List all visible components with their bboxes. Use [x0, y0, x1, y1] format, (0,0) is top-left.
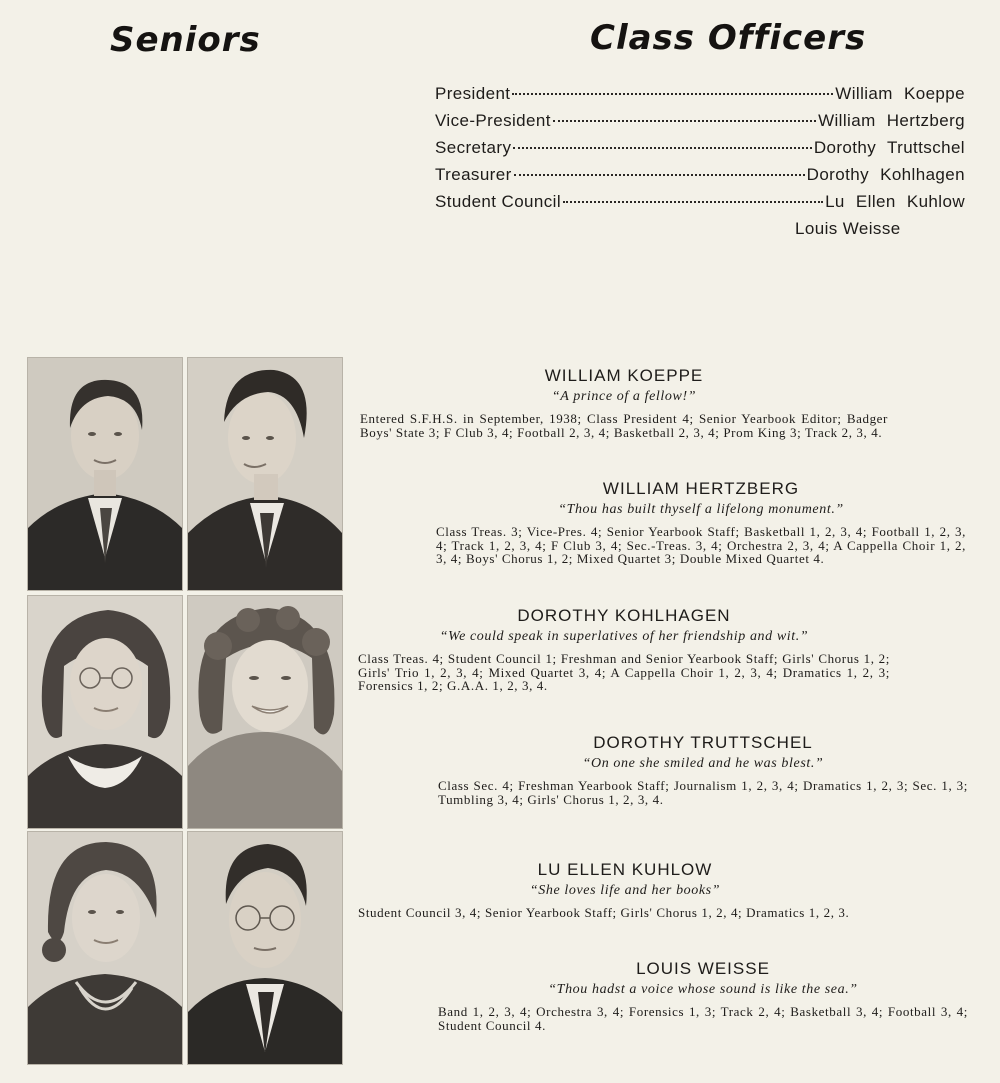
- senior-activities: Student Council 3, 4; Senior Yearbook Staff; Girls' Chorus 1, 2, 4; Dramatics 1, 2, 3.: [358, 905, 850, 920]
- portrait-image: [188, 596, 342, 828]
- senior-quote: “We could speak in superlatives of her friendship and wit.”: [439, 629, 809, 644]
- officer-name: Dorothy Kohlhagen: [806, 165, 965, 184]
- officer-role: Treasurer: [435, 165, 512, 184]
- leader-dots: [513, 147, 811, 149]
- senior-name: DOROTHY TRUTTSCHEL: [593, 733, 813, 752]
- senior-bio: [436, 479, 966, 566]
- officer-role: Secretary: [435, 138, 512, 157]
- portrait-william-koeppe: [27, 357, 183, 591]
- officer-row-secretary: [435, 138, 965, 165]
- officer-name: William Hertzberg: [818, 111, 965, 130]
- portrait-image: [28, 832, 182, 1064]
- senior-activities: Band 1, 2, 3, 4; Orchestra 3, 4; Forensics 1, 3; Track 2, 4; Basketball 3, 4; Football 3, 4; Student Council 4.: [438, 1004, 968, 1033]
- senior-activities: Class Treas. 3; Vice-Pres. 4; Senior Yearbook Staff; Basketball 1, 2, 3, 4; Football 1, 2, 3, 4; Track 1, 2, 3, 4; F Club 3, 4; Sec.-Treas. 3, 4; Orchestra 2, 3, 4; A Cappella Choir 1, 2, 3, 4; Boys' Chorus 1, 2; Mixed Quartet 3; Double Mixed Quartet 4.: [436, 524, 966, 567]
- portrait-grid: [27, 357, 343, 1063]
- officer-row-vice-president: [435, 111, 965, 138]
- officer-role: Vice-President: [435, 111, 551, 130]
- senior-bio: [358, 860, 892, 920]
- portrait-dorothy-kohlhagen: [27, 595, 183, 829]
- senior-activities: Entered S.F.H.S. in September, 1938; Class President 4; Senior Yearbook Editor; Badger Boys' State 3; F Club 3, 4; Football 2, 3, 4; Basketball 2, 3, 4; Prom King 3; Track 2, 3, 4.: [360, 411, 888, 440]
- officer-name-extra: Louis Weisse: [795, 219, 901, 238]
- portrait-lu-ellen-kuhlow: [27, 831, 183, 1065]
- senior-name: WILLIAM HERTZBERG: [602, 479, 800, 498]
- senior-name: WILLIAM KOEPPE: [544, 366, 704, 385]
- senior-name: LU ELLEN KUHLOW: [537, 860, 713, 879]
- leader-dots: [553, 120, 816, 122]
- senior-activities: Class Treas. 4; Student Council 1; Freshman and Senior Yearbook Staff; Girls' Chorus 1, 2; Girls' Trio 1, 2, 3, 4; Mixed Quartet 3, 4; A Cappella Choir 1, 2, 3, 4; Dramatics 1, 2, 3; Forensics 1, 2; G.A.A. 1, 2, 3, 4.: [358, 651, 890, 694]
- officer-row-treasurer: [435, 165, 965, 192]
- seniors-heading: Seniors: [110, 20, 261, 60]
- officers-list: [435, 84, 965, 243]
- portrait-image: [28, 358, 182, 590]
- officer-name: Dorothy Truttschel: [813, 138, 965, 157]
- leader-dots: [514, 174, 805, 176]
- senior-activities: Class Sec. 4; Freshman Yearbook Staff; Journalism 1, 2, 3, 4; Dramatics 1, 2, 3; Sec. 1, 3; Tumbling 3, 4; Girls' Chorus 1, 2, 3, 4.: [438, 778, 968, 807]
- officer-role: President: [435, 84, 511, 103]
- senior-quote: “Thou has built thyself a lifelong monument.”: [558, 502, 844, 517]
- officer-role: Student Council: [435, 192, 562, 211]
- senior-bio: [438, 733, 968, 806]
- officer-name: Lu Ellen Kuhlow: [825, 192, 965, 211]
- portrait-william-hertzberg: [187, 357, 343, 591]
- portrait-image: [188, 832, 342, 1064]
- senior-quote: “A prince of a fellow!”: [551, 389, 697, 404]
- class-officers-heading: Class Officers: [590, 18, 867, 58]
- officer-row-student-council: [435, 192, 965, 219]
- leader-dots: [512, 93, 833, 95]
- senior-bio: [360, 366, 888, 439]
- portrait-image: [188, 358, 342, 590]
- portrait-dorothy-truttschel: [187, 595, 343, 829]
- leader-dots: [563, 201, 823, 203]
- portrait-image: [28, 596, 182, 828]
- senior-quote: “Thou hadst a voice whose sound is like the sea.”: [548, 982, 858, 997]
- senior-bio: [358, 606, 890, 693]
- senior-name: LOUIS WEISSE: [636, 959, 770, 978]
- officer-name: William Koeppe: [835, 84, 965, 103]
- officer-row-president: [435, 84, 965, 111]
- senior-quote: “She loves life and her books”: [529, 883, 721, 898]
- senior-quote: “On one she smiled and he was blest.”: [582, 756, 824, 771]
- portrait-louis-weisse: [187, 831, 343, 1065]
- senior-bio: [438, 959, 968, 1032]
- senior-name: DOROTHY KOHLHAGEN: [517, 606, 731, 625]
